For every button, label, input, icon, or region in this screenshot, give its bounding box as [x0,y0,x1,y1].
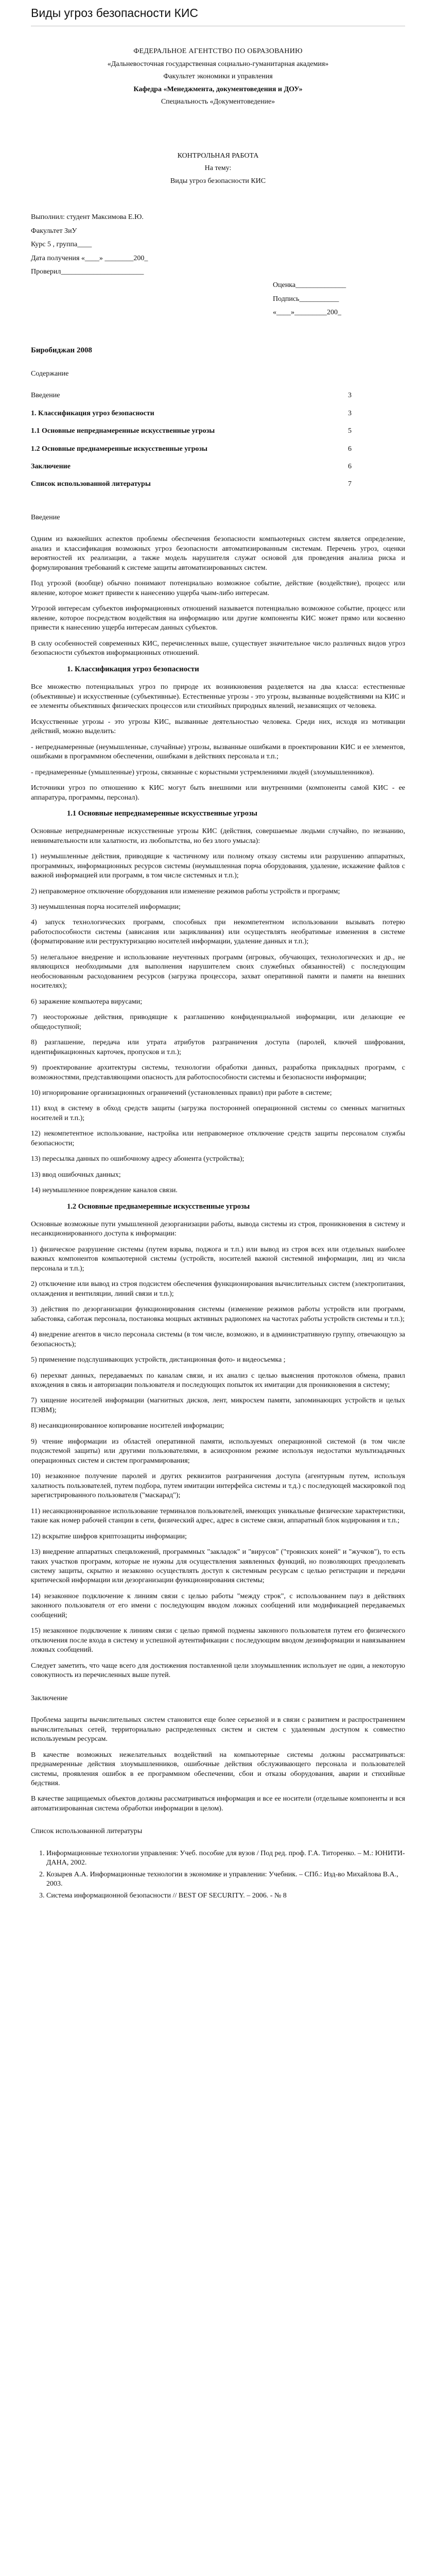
student-info [31,213,405,277]
on-topic-label: На тему: [204,164,232,173]
conclusion-paragraph: В качестве защищаемых объектов должны рассматриваться информация и все ее носители (отдельные компоненты и вся автоматизированная система обработки информации в целом). [31,1795,405,1812]
threat-list-item: 9) чтение информации из областей оперативной памяти, используемых операционной системой (в том числе подсистемой защиты) или другими пользователями, в асинхронном режиме используя недостатки мультизадачных операционных систем и систем программирования; [31,1437,405,1465]
threat-list-item: 11) вход в систему в обход средств защиты (загрузка посторонней операционной системы со сменных магнитных носителей и т.п.); [31,1105,405,1122]
intro-heading: Введение [31,513,60,521]
title-block [31,47,405,186]
toc-row [31,445,386,462]
threat-list-item: 12) вскрытие шифров криптозащиты информации; [31,1532,187,1540]
department-name: Кафедра «Менеджмента, документоведения и ДОУ» [133,85,303,93]
threat-list-item: Основные непреднамеренные искусственные угрозы КИС (действия, совершаемые людьми случайно, по незнанию, невнимательности или халатности, из любопытства, но без злого умысла): [31,827,405,845]
conclusion-paragraph: Проблема защиты вычислительных систем становится еще более серьезной и в связи с развитием и распространением вычислительных сетей, территориально распределенных систем и систем с удаленным доступом к совместно используемым ресурсам. [31,1716,405,1743]
work-topic: Виды угроз безопасности КИС [170,177,266,185]
threat-list-item: 5) нелегальное внедрение и использование неучтенных программ (игровых, обучающих, технологических и др., не являющихся необходимыми для выполнения нарушителем своих служебных обязанностей) с последующим необоснованным расходованием ресурсов (загрузка процессора, захват оперативной памяти и памяти на внешних носителях); [31,953,405,990]
section-1-paragraph: - непреднамеренные (неумышленные, случайные) угрозы, вызванные ошибками в проектировании КИС и ее элементов, ошибками в программном обеспечении, ошибками в действиях персонала и т.п.; [31,743,405,761]
threat-list-item: 11) несанкционированное использование терминалов пользователей, имеющих уникальные физические характеристики, такие как номер рабочей станции в сети, физический адрес, адрес в системе связи, аппаратный блок кодирования и т.п.; [31,1507,405,1525]
section-1-paragraph: - преднамеренные (умышленные) угрозы, связанные с корыстными устремлениями людей (злоумышленников). [31,768,374,776]
section-1-paragraph: Источники угроз по отношению к КИС могут быть внешними или внутренними (компоненты самой КИС - ее аппаратура, программы, персонал). [31,784,405,802]
threat-list-item: 13) внедрение аппаратных спецвложений, программных "закладок" и "вирусов" ("троянских коней" и "жучков"), то есть таких участков программ, которые не нужны для осуществления заявленных функций, но позволяющих преодолевать систему защиты, скрытно и незаконно осуществлять доступ к системным ресурсам с целью регистрации и передачи критической информации или дезорганизации функционирования системы; [31,1548,405,1585]
threat-list-item: 10) игнорирование организационных ограничений (установленных правил) при работе в системе; [31,1089,332,1097]
toc-item-page: 5 [348,427,352,435]
toc-item-name: Введение [31,392,60,400]
toc-item-name: Заключение [31,463,71,470]
intro-paragraph: В силу особенностей современных КИС, перечисленных выше, существует значительное число различных видов угроз безопасности субъектов информационных отношений. [31,639,405,657]
references-list [31,1849,405,1901]
toc-item-name: 1.2 Основные преднамеренные искусственные угрозы [31,445,207,453]
conclusion-paragraph: В качестве возможных нежелательных воздействий на компьютерные системы должны рассматриваться: преднамеренные действия злоумышленников, ошибочные действия обслуживающего персонала и пользователей системы, проявления ошибок в ее программном обеспечении, сбои и отказы оборудования, аварии и стихийные бедствия. [31,1751,405,1787]
reference-item: 1. Информационные технологии управления: Учеб. пособие для вузов / Под ред. проф. Г.А. Титоренко. – М.: ЮНИТИ-ДАНА, 2002. [46,1849,405,1868]
threat-list-item: 15) незаконное подключение к линиям связи с целью прямой подмены законного пользователя путем его физического отключения после входа в систему и успешной аутентификации с последующим вводом дезинформации и навязыванием ложных сообщений. [31,1627,405,1654]
threat-list-item: 6) заражение компьютера вирусами; [31,997,143,1006]
threat-list-item: Основные возможные пути умышленной дезорганизации работы, вывода системы из строя, проникновения в систему и несанкционированного доступа к информации: [31,1220,405,1238]
specialty-name: Специальность «Документоведение» [161,98,275,106]
threat-list-item: Следует заметить, что чаще всего для достижения поставленной цели злоумышленник использует не один, а некоторую совокупность из перечисленных выше путей. [31,1662,405,1680]
toc-row [31,462,386,480]
faculty-line: Факультет ЗиУ [31,227,77,235]
toc-row [31,391,386,409]
threat-list-item: 2) отключение или вывод из строя подсистем обеспечения функционирования вычислительных систем (электропитания, охлаждения и вентиляции, линий связи и т.п.); [31,1280,405,1298]
threat-list-item: 14) неумышленное повреждение каналов связи. [31,1187,178,1195]
toc-row [31,409,386,427]
threat-list-item: 8) разглашение, передача или утрата атрибутов разграничения доступа (паролей, ключей шифрования, идентификационных карточек, пропусков и т.п.); [31,1039,405,1056]
threat-list-item: 4) запуск технологических программ, способных при некомпетентном использовании вызывать потерю работоспособности системы (зависания или зацикливания) или осуществлять необратимые изменения в системе (форматирование или реструктуризацию носителей информации, удаление данных и т.п.); [31,919,405,946]
toc-row [31,427,386,444]
threat-list-item: 1) физическое разрушение системы (путем взрыва, поджога и т.п.) или вывод из строя всех или отдельных наиболее важных компонентов компьютерной системы (устройств, носителей важной системной информации, лиц из числа персонала и т.п.); [31,1245,405,1273]
toc-item-name: Список использованной литературы [31,480,151,488]
faculty-name: Факультет экономики и управления [163,73,273,81]
threat-list-item: 13) пересылка данных по ошибочному адресу абонента (устройства); [31,1155,245,1163]
threat-list-item: 9) проектирование архитектуры системы, технологии обработки данных, разработка прикладных программ, с возможностями, представляющими опасность для работоспособности системы и безопасности информации; [31,1064,405,1081]
toc-heading: Содержание [31,369,69,378]
threat-list-item: 14) незаконное подключение к линиям связи с целью работы "между строк", с использованием пауз в действиях законного пользователя от его имени с последующим вводом ложных сообщений или модификацией передаваемых сообщений; [31,1592,405,1619]
grade-block [273,281,405,317]
grade-line: Оценка______________ [273,281,346,290]
toc-item-page: 6 [348,463,352,470]
student-line: Выполнил: студент Максимова Е.Ю. [31,213,144,222]
threat-list-item: 12) некомпетентное использование, настройка или неправомерное отключение средств защиты персоналом службы безопасности; [31,1130,405,1147]
section-1-paragraph: Искусственные угрозы - это угрозы КИС, вызванные деятельностью человека. Среди них, исходя из мотивации действий, можно выделить: [31,718,405,736]
threat-list-item: 10) незаконное получение паролей и других реквизитов разграничения доступа (агентурным путем, используя халатность пользователей, путем подбора, путем имитации интерфейса системы и т.д.) с последующей маскировкой под зарегистрированного пользователя ("маскарад"); [31,1472,405,1500]
conclusion-section [31,1716,405,1814]
threat-list-item: 8) несанкционированное копирование носителей информации; [31,1422,224,1430]
signature-line: Подпись___________ [273,295,339,303]
threat-list-item: 7) хищение носителей информации (магнитных дисков, лент, микросхем памяти, запоминающих устройств и целых ПЭВМ); [31,1397,405,1414]
threat-list-item: 4) внедрение агентов в число персонала системы (в том числе, возможно, и в административную группу, отвечающую за безопасность); [31,1331,405,1348]
reference-item: 3. Система информационной безопасности // BEST OF SECURITY. – 2006. - № 8 [46,1891,405,1901]
section-1-1-heading: 1.1 Основные непреднамеренные искусственные угрозы [67,809,257,818]
threat-list-item: 2) неправомерное отключение оборудования или изменение режимов работы устройств и программ; [31,887,340,895]
threat-list-item: 7) неосторожные действия, приводящие к разглашению конфиденциальной информации, или делающие ее общедоступной; [31,1013,405,1031]
references-heading: Список использованной литературы [31,1827,143,1836]
work-type: КОНТРОЛЬНАЯ РАБОТА [177,151,259,160]
toc-row [31,480,386,497]
section-1-2 [31,1220,405,1681]
course-group-line: Курс 5 , группа____ [31,241,92,249]
agency-name: ФЕДЕРАЛЬНОЕ АГЕНТСТВО ПО ОБРАЗОВАНИЮ [133,47,303,56]
threat-list-item: 5) применение подслушивающих устройств, дистанционная фото- и видеосъемка ; [31,1356,286,1364]
table-of-contents [31,391,386,498]
intro-paragraph: Одним из важнейших аспектов проблемы обеспечения безопасности компьютерных систем является определение, анализ и классификация возможных угроз безопасности автоматизированным системам. Перечень угроз, оценки вероятностей их реализации, а также модель нарушителя служат основой для проведения анализа риска и формулирования требований к системе защиты автоматизированных систем. [31,535,405,572]
toc-item-name: 1. Классификация угроз безопасности [31,409,154,417]
toc-item-name: 1.1 Основные непреднамеренные искусственные угрозы [31,427,215,435]
grade-date-line: «____»_________200_ [273,309,341,317]
intro-paragraph: Угрозой интересам субъектов информационных отношений называется потенциально возможное событие, процесс или явление, которое посредством воздействия на информацию или другие компоненты КИС может прямо или косвенно привести к нанесению ущерба интересам данных субъектов. [31,605,405,632]
threat-list-item: 13) ввод ошибочных данных; [31,1171,121,1179]
threat-list-item: 3) неумышленная порча носителей информации; [31,903,181,911]
city-year: Биробиджан 2008 [31,346,92,354]
section-1-1 [31,827,405,1196]
section-1-2-heading: 1.2 Основные преднамеренные искусственные угрозы [67,1202,250,1211]
section-1-heading: 1. Классификация угроз безопасности [67,665,199,673]
section-1 [31,683,405,803]
threat-list-item: 6) перехват данных, передаваемых по каналам связи, и их анализ с целью выяснения протоколов обмена, правил вхождения в связь и авторизации пользователя и последующих попыток их имитации для проникновения в систему; [31,1371,405,1389]
intro-section [31,535,405,658]
conclusion-heading: Заключение [31,1694,68,1702]
toc-item-page: 3 [348,409,352,417]
toc-item-page: 6 [348,445,352,453]
toc-item-page: 7 [348,480,352,488]
page-title: Виды угроз безопасности КИС [31,6,199,20]
threat-list-item: 3) действия по дезорганизации функционирования системы (изменение режимов работы устройств или программ, забастовка, саботаж персонала, постановка мощных активных радиопомех на частотах работы устройств системы и т.п.); [31,1306,405,1323]
toc-item-page: 3 [348,392,352,400]
intro-paragraph: Под угрозой (вообще) обычно понимают потенциально возможное событие, действие (воздействие), процесс или явление, которое может привести к нанесению ущерба чьим-либо интересам. [31,580,405,597]
reference-item: 2. Козырев А.А. Информационные технологии в экономике и управлении: Учебник. – СПб.: Изд-во Михайлова В.А., 2003. [46,1870,405,1889]
academy-name: «Дальневосточная государственная социально-гуманитарная академия» [107,60,329,68]
checked-by-line: Проверил_______________________ [31,267,144,276]
threat-list-item: 1) неумышленные действия, приводящие к частичному или полному отказу системы или разрушению аппаратных, программных, информационных ресурсов системы (неумышленная порча оборудования, удаление, искажение файлов с важной информацией или программ, в том числе системных и т.п.); [31,853,405,880]
section-1-paragraph: Все множество потенциальных угроз по природе их возникновения разделяется на два класса: естественные (объективные) и искусственные (субъективные). Естественные угрозы - это угрозы, вызванные воздействиями на КИС и ее элементы объективных физических процессов или стихийных природных явлений, независящих от человека. [31,683,405,710]
submit-date-line: Дата получения «____» ________200_ [31,254,148,262]
